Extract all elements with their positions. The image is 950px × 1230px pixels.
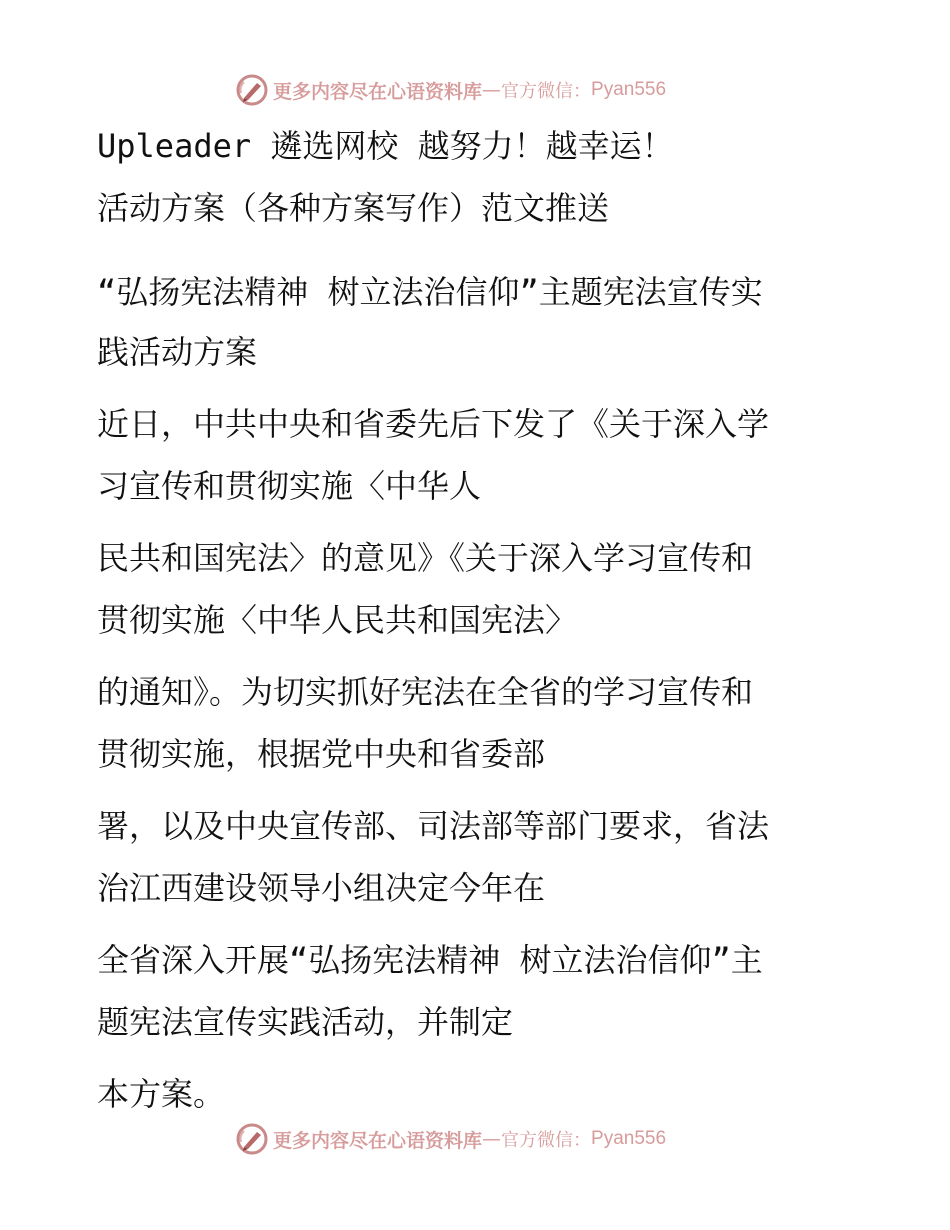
text-line: 贯彻实施〈中华人民共和国宪法〉 xyxy=(97,601,578,639)
banner-text: 更多内容尽在心语资料库 xyxy=(273,80,483,103)
footer-watermark xyxy=(235,1121,715,1157)
text-line: 民共和国宪法〉的意见》《关于深入学习宣传和 xyxy=(97,539,754,577)
banner-separator: — xyxy=(482,79,502,101)
text-line: 习宣传和贯彻实施〈中华人 xyxy=(97,467,482,505)
text-line: 署，以及中央宣传部、司法部等部门要求，省法 xyxy=(97,807,770,845)
text-line: 本方案。 xyxy=(97,1075,226,1113)
banner-wechat-label: 官方微信： xyxy=(501,81,592,102)
pen-logo-icon xyxy=(235,73,269,107)
pen-logo-icon xyxy=(235,1122,269,1156)
text-line: 全省深入开展“弘扬宪法精神 树立法治信仰”主 xyxy=(97,941,763,979)
text-line: 贯彻实施，根据党中央和省委部 xyxy=(97,735,546,773)
banner-text: 更多内容尽在心语资料库 xyxy=(273,1129,483,1152)
text-line: 活动方案（各种方案写作）范文推送 xyxy=(97,189,610,227)
text-line: 近日，中共中央和省委先后下发了《关于深入学 xyxy=(97,405,770,443)
banner-wechat-id: Pyan556 xyxy=(591,79,667,100)
banner-wechat-id: Pyan556 xyxy=(591,1128,667,1149)
text-line: Upleader 遴选网校 越努力！越幸运！ xyxy=(97,127,674,165)
text-line: 题宪法宣传实践活动，并制定 xyxy=(97,1003,514,1041)
banner-wechat-label: 官方微信： xyxy=(501,1130,592,1151)
text-line: “弘扬宪法精神 树立法治信仰”主题宪法宣传实 xyxy=(97,273,763,311)
text-line: 治江西建设领导小组决定今年在 xyxy=(97,869,546,907)
text-line: 践活动方案 xyxy=(97,333,258,371)
text-line: 的通知》。为切实抓好宪法在全省的学习宣传和 xyxy=(97,673,754,711)
banner-separator: — xyxy=(482,1128,502,1150)
header-watermark xyxy=(235,72,715,108)
